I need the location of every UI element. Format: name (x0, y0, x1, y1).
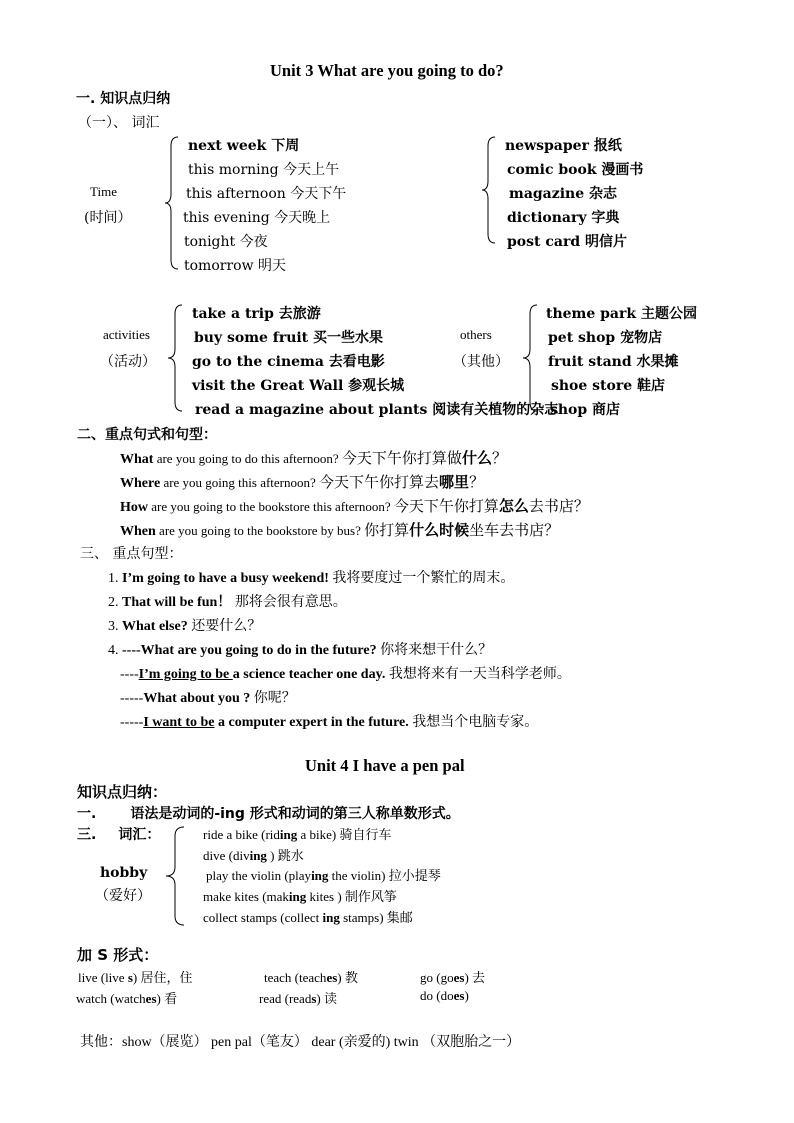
hobby-item: make kites (making kites ) 制作风筝 (203, 889, 397, 904)
s-form-item: go (goes) 去 (420, 970, 486, 985)
vocab-item: this evening 今天晚上 (183, 210, 331, 226)
vocab-item: post card 明信片 (507, 234, 627, 250)
vocab-item: fruit stand 水果摊 (548, 354, 679, 370)
key-sentence: 1. I’m going to have a busy weekend! 我将要度过一个繁忙的周末。 (108, 571, 515, 586)
vocab-item: tonight 今夜 (184, 234, 268, 250)
pattern-row: Where are you going this afternoon? 今天下午你打算去哪里？ (120, 475, 485, 491)
s-form-heading: 加 S 形式： (77, 946, 159, 964)
activities-label: activities (103, 327, 150, 342)
activities-brace (166, 304, 186, 412)
vocab-item: pet shop 宠物店 (548, 330, 663, 346)
hobby-brace (164, 826, 188, 926)
dialog-line: -----What about you ? 你呢？ (120, 691, 296, 706)
other-vocab-line: 其他：show（展览） pen pal（笔友） dear (亲爱的) twin （双胞胎之一） (80, 1035, 521, 1050)
section-knowledge-summary: 一. 知识点归纳 (76, 91, 171, 107)
vocab-item: comic book 漫画书 (507, 162, 644, 178)
vocab-item: this morning 今天上午 (188, 162, 340, 178)
vocab-item: visit the Great Wall 参观长城 (192, 378, 405, 394)
s-form-item: do (does) (420, 988, 469, 1003)
unit3-title: Unit 3 What are you going to do? (270, 61, 504, 80)
vocab-item: next week 下周 (188, 138, 300, 154)
subsection-vocabulary: （一）、 词汇 (78, 115, 160, 131)
vocab-item: go to the cinema 去看电影 (192, 354, 385, 370)
key-sentence: 3. What else? 还要什么？ (108, 619, 262, 634)
hobby-label: hobby (100, 865, 148, 881)
pattern-row: What are you going to do this afternoon? 今天下午你打算做什么？ (120, 451, 507, 467)
dialog-line: ----I’m going to be a science teacher one day. 我想将来有一天当科学老师。 (120, 667, 571, 682)
s-form-item: live (live s) 居住，住 (78, 970, 193, 985)
reading-brace (481, 136, 499, 244)
vocab-item: tomorrow 明天 (184, 258, 287, 274)
hobby-item: collect stamps (collect ing stamps) 集邮 (203, 910, 413, 925)
activities-label-cn: （活动） (100, 354, 156, 370)
dialog-line: -----I want to be a computer expert in the future. 我想当个电脑专家。 (120, 715, 539, 730)
vocab-item: this afternoon 今天下午 (186, 186, 347, 202)
section-key-sentences: 三、 重点句型： (80, 546, 183, 562)
unit4-title: Unit 4 I have a pen pal (305, 756, 465, 775)
hobby-label-cn: （爱好） (95, 888, 151, 904)
hobby-item: ride a bike (riding a bike) 骑自行车 (203, 827, 392, 842)
key-sentence: 4. ----What are you going to do in the future? 你将来想干什么？ (108, 643, 493, 658)
unit4-heading: 知识点归纳： (77, 783, 168, 801)
s-form-item: watch (watches) 看 (76, 991, 178, 1006)
others-label-cn: （其他） (453, 354, 509, 370)
hobby-item: play the violin (playing the violin) 拉小提琴 (206, 868, 441, 883)
vocab-item: shoe store 鞋店 (551, 378, 666, 394)
vocab-item: dictionary 字典 (507, 210, 620, 226)
s-form-item: read (reads) 读 (259, 991, 337, 1006)
vocab-line: 三. 词汇： (77, 827, 161, 843)
vocab-item: take a trip 去旅游 (192, 306, 321, 322)
vocab-item: shop 商店 (550, 402, 621, 418)
time-brace (164, 136, 182, 270)
time-label-cn: (时间） (84, 210, 132, 226)
others-label: others (460, 327, 492, 342)
vocab-item: buy some fruit 买一些水果 (194, 330, 384, 346)
vocab-item: magazine 杂志 (509, 186, 617, 202)
vocab-item: theme park 主题公园 (546, 306, 697, 322)
time-label: Time (90, 184, 117, 199)
vocab-item: newspaper 报纸 (505, 138, 622, 154)
hobby-item: dive (diving ) 跳水 (203, 848, 304, 863)
pattern-row: When are you going to the bookstore by bus? 你打算什么时候坐车去书店？ (120, 523, 560, 539)
vocab-item: read a magazine about plants 阅读有关植物的杂志 (195, 402, 559, 418)
pattern-row: How are you going to the bookstore this afternoon? 今天下午你打算怎么去书店？ (120, 499, 589, 515)
section-key-patterns: 二、重点句式和句型： (77, 427, 217, 443)
s-form-item: teach (teaches) 教 (264, 970, 358, 985)
grammar-line: 一. 语法是动词的-ing 形式和动词的第三人称单数形式。 (77, 806, 460, 822)
others-brace (521, 304, 541, 412)
key-sentence: 2. That will be fun！ 那将会很有意思。 (108, 595, 347, 610)
